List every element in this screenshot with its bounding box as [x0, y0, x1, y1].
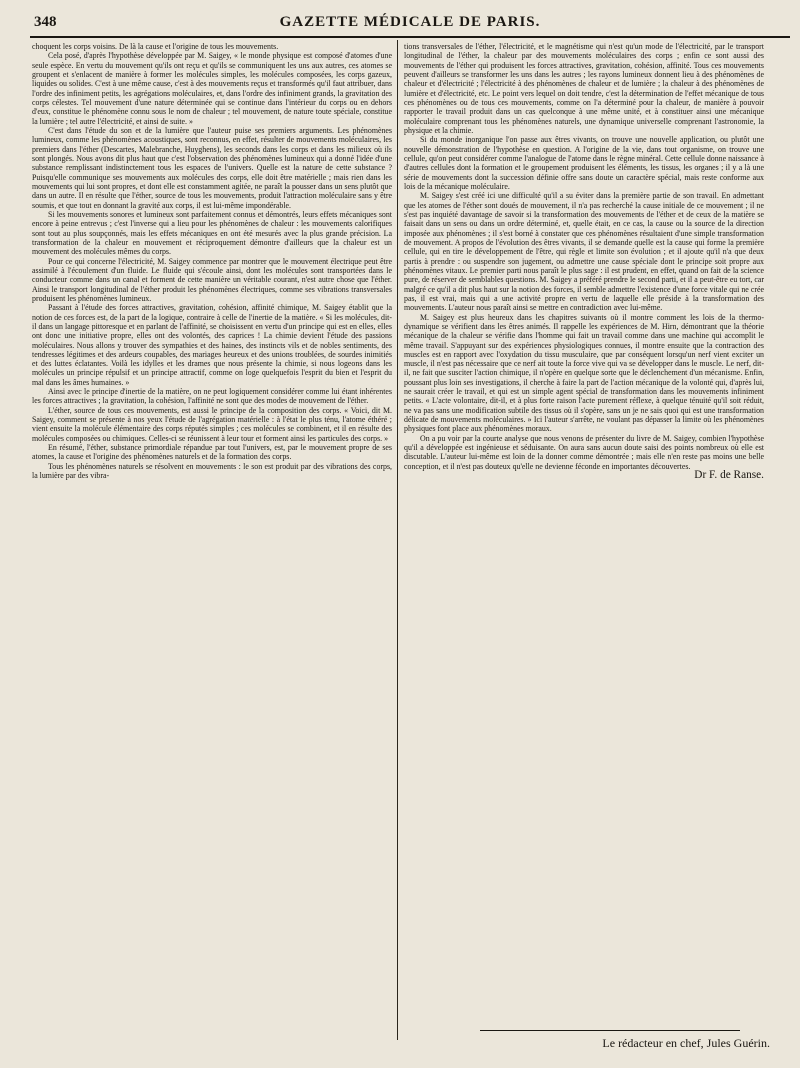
- paragraph: M. Saigey s'est créé ici une difficulté qu'il a su éviter dans la première partie de son travail. En admettant que les atomes de l'éther sont doués de mouvement, il n'a pas recherché la cause initiale de ce mouvement ; il ne s'est pas inquiété davantage de savoir si la transformation des mouvements de l'éther et de ceux de la matière se faisait dans un sens ou dans un ordre déterminé, et, quelle était, en ce cas, la cause ou la source de la direction imposée aux phénomènes ; il s'est borné à constater que ces phénomènes résultaient d'une simple transformation de mouvement. A propos de l'évolution des êtres vivants, il se demande quelle est la cause qui forme la première cellule, qui en tire le développement de l'être, qui règle et limite son évolution ; et il ajoute qu'il n'a que deux partis à prendre : ou suspendre son jugement, ou admettre une cause spéciale dont le principe soit propre aux phénomènes vitaux. Le premier parti nous paraît le plus sage : il est prudent, en effet, quand on fait de la science pure, de réserver de semblables questions. M. Saigey a préféré prendre le second parti, et il a peut-être eu tort, car malgré ce qu'il a dit plus haut sur la notion des forces, il semble admettre l'existence d'une force vitale qui ne crée pas, il est vrai, mais qui a une activité propre en vertu de laquelle elle préside à la transformation des mouvements. L'auteur nous paraît ainsi se mettre en contradiction avec lui-même.: [404, 191, 764, 313]
- column-divider: [397, 40, 398, 1040]
- left-column: [32, 42, 392, 1066]
- paragraph: C'est dans l'étude du son et de la lumière que l'auteur puise ses premiers arguments. Les phénomènes lumineux, comme les phénomènes acoustiques, sont reconnus, en effet, résulter de mouvements moléculaires, les premiers dans l'éther (Descartes, Malebranche, Huyghens), les seconds dans les corps et dans les milieux où ils sont plongés. Nous avons dit plus haut que c'est l'observation des phénomènes lumineux qui a donné l'idée d'une substance remplissant indistinctement tous les espaces de l'univers. Quelle est la nature de cette substance ? Puisqu'elle communique ses mouvements aux molécules des corps, elle doit être matérielle ; mais rien dans les mouvements qui lui sont propres, et dont elle est constamment agitée, ne paraît la pousser dans un sens plutôt que dans un autre. Il en résulte que l'éther, source de tous les mouvements, produit l'attraction moléculaire sans y être soumis, et que tout en donnant la gravité aux corps, il est lui-même impondérable.: [32, 125, 392, 210]
- paragraph: Cela posé, d'après l'hypothèse développée par M. Saigey, « le monde physique est composé d'atomes d'une seule espèce. En vertu du mouvement qu'ils ont reçu et qu'ils se communiquent les uns aux autres, ces atomes se groupent et s'enlacent de manière à former les molécules simples, les molécules composées, les corps gazeux, liquides ou solides. C'est à une même cause, c'est à des mouvements reçus et transformés qu'il faut attribuer, dans l'ordre des infiniment petits, les agrégations moléculaires, et, dans l'ordre des infiniment grands, la gravitation des corps célestes. Tel mouvement d'une nature déterminée qui se continue dans l'intérieur du corps ou en dehors d'eux, constitue le phénomène connu sous le nom de chaleur ; tel mouvement, de nature toute spéciale, constitue la lumière ; tel autre l'électricité, et ainsi de suite. »: [32, 51, 392, 126]
- paragraph: Si du monde inorganique l'on passe aux êtres vivants, on trouve une nouvelle application, ou plutôt une nouvelle démonstration de l'hypothèse en question. A l'origine de la vie, dans tout organisme, on trouve une cellule, qu'on peut considérer comme l'analogue de l'atome dans le règne minéral. Cette cellule donne naissance à d'autres cellules dont la formation et le groupement produisent les éléments, les tissus, les organes ; il y a là une série de mouvements dont la succession définie offre sans doute un caractère spécial, mais reste conforme aux lois de la mécanique moléculaire.: [404, 135, 764, 191]
- paragraph: Si les mouvements sonores et lumineux sont parfaitement connus et démontrés, leurs effets mécaniques sont encore à peine entrevus ; c'est l'inverse qui a lieu pour les phénomènes de chaleur : les mouvements calorifiques sont tout au plus soupçonnés, mais les effets mécaniques en ont été mesurés avec la plus grande précision. La transformation de la chaleur en mouvement et réciproquement démontre d'ailleurs que la chaleur est un mouvement des molécules mêmes du corps.: [32, 209, 392, 257]
- paragraph: On a pu voir par la courte analyse que nous venons de présenter du livre de M. Saigey, combien l'hypothèse qu'il a développée est ingénieuse et séduisante. On aura sans aucun doute saisi des points nombreux où elle est discutable. L'auteur lui-même est loin de la donner comme démontrée ; mais elle n'en reste pas moins une belle conception, et il n'est pas douteux qu'elle ne devienne féconde en importantes découvertes.: [404, 433, 764, 471]
- paragraph: En résumé, l'éther, substance primordiale répandue par tout l'univers, est, par le mouvement propre de ses atomes, la cause et l'origine des phénomènes naturels et de la formation des corps.: [32, 443, 392, 462]
- author-signature: Dr F. de Ranse.: [694, 469, 764, 482]
- paragraph: Passant à l'étude des forces attractives, gravitation, cohésion, affinité chimique, M. Saigey établit que la notion de ces forces est, de la part de la logique, contraire à celle de l'inertie de la matière. « Si les molécules, dit-il dans un langage pittoresque et en parlant de l'affinité, se choisissent en vertu d'un principe qui est en elles, elles ont donc une initiative propre, elles ont des volontés, des caprices ! La chimie devient l'étude des passions moléculaires. Nous allons y trouver des sympathies et des haines, des instincts vils et de nobles sentiments, des tendresses légitimes et des ardeurs coupables, des mariages heureux et des unions troublées, de sourdes inimitiés et des luttes éclatantes. Voilà les idylles et les drames que nous présente la chimie, si nous logeons dans les molécules un principe répulsif et un principe attractif, comme on loge quelquefois l'esprit du bien et l'esprit du mal dans les âmes humaines. »: [32, 303, 392, 387]
- journal-title: GAZETTE MÉDICALE DE PARIS.: [279, 14, 541, 30]
- paragraph: L'éther, source de tous ces mouvements, est aussi le principe de la composition des corps. « Voici, dit M. Saigey, comment se présente à nos yeux l'étude de l'agrégation matérielle : à l'état le plus ténu, l'atome éthéré ; vient ensuite la molécule élémentaire des corps réputés simples ; ces molécules se combinent, et il en résulte des molécules composées ou chimiques. Celles-ci se réunissent à leur tour et forment ainsi les particules des corps. »: [32, 405, 392, 443]
- editor-line: Le rédacteur en chef, Jules Guérin.: [602, 1036, 770, 1050]
- page-header: [30, 10, 790, 34]
- paragraph: choquent les corps voisins. De là la cause et l'origine de tous les mouvements.: [32, 42, 279, 51]
- paragraph: M. Saigey est plus heureux dans les chapitres suivants où il montre comment les lois de la thermo-dynamique se vérifient dans les êtres animés. Il rappelle les expériences de M. Hirn, démontrant que la théorie mécanique de la chaleur se vérifie dans l'homme qui fait un travail comme dans une machine qui accomplit le même travail. S'appuyant sur des expériences physiologiques connues, il montre ensuite que la contraction des muscles est en rapport avec l'oxydation du tissu musculaire, que par conséquent lorsqu'un nerf vient exciter un muscle, il n'est pas nécessaire que ce nerf ait toute la force vive qui va se développer dans le muscle. Le nerf, dit-il, ne fait que susciter l'action chimique, il n'opère en quelque sorte que le déclenchement d'un mécanisme. Enfin, poussant plus loin ses investigations, il cherche à faire la part de l'action mécanique de la volonté qui, d'après lui, ne saurait créer le travail, et qui est un simple agent spécial de transformation dans les mouvements infiniment petits. « L'acte volontaire, dit-il, et à plus forte raison l'acte purement réflexe, à quelque ténuité qu'il soit réduit, ne va pas sans une modification subtile des tissus où il s'opère, sans un je ne sais quoi qui est une transformation délicate de mouvements moléculaires. » Ici l'auteur s'arrête, ne voulant pas dépasser la limite où les phénomènes physiques font place aux phénomènes moraux.: [404, 312, 764, 434]
- paragraph: tions transversales de l'éther, l'électricité, et le magnétisme qui n'est qu'un mode de l'électricité, par le transport longitudinal de l'éther, la chaleur par des mouvements moléculaires des corps ; enfin ce sont aussi des mouvements de l'éther qui produisent les forces attractives, gravitation, cohésion, affinité. Tous ces mouvements peuvent d'ailleurs se transformer les uns dans les autres ; les rayons lumineux donnent lieu à des phénomènes de chaleur et d'électricité ; l'électricité à des phénomènes de chaleur et de lumière ; la chaleur à des phénomènes de lumière et d'électricité, etc. Le point vers lequel on doit tendre, c'est la détermination de l'effet mécanique de tous ces phénomènes ou de tous ces mouvements, comme on l'a déterminé pour la chaleur, de manière à pouvoir rapporter le travail produit dans un cas quelconque à une même unité, et à constituer ainsi une mécanique moléculaire comprenant tous les phénomènes naturels, une dynamique universelle comprenant l'astronomie, la physique et la chimie.: [404, 42, 764, 135]
- paragraph: Ainsi avec le principe d'inertie de la matière, on ne peut logiquement considérer comme lui étant inhérentes les forces attractives ; la gravitation, la cohésion, l'affinité ne sont que des modes de mouvement de l'éther.: [32, 387, 392, 406]
- paragraph: Tous les phénomènes naturels se résolvent en mouvements : le son est produit par des vibrations des corps, la lumière par des vibra-: [32, 461, 392, 481]
- page-number: 348: [34, 14, 57, 30]
- header-rule: [30, 36, 790, 38]
- paragraph: Pour ce qui concerne l'électricité, M. Saigey commence par montrer que le mouvement électrique peut être assimilé à l'écoulement d'un fluide. Le fluide qui s'écoule ainsi, dont les molécules sont transportées dans le conducteur comme dans un canal et forment de cette manière un véritable courant, n'est autre chose que l'éther. Ainsi le transport longitudinal de l'éther produit les phénomènes électriques, comme ses vibrations transversales produisent les phénomènes lumineux.: [32, 256, 392, 303]
- footer-rule: [480, 1030, 740, 1031]
- right-column: [404, 42, 764, 1042]
